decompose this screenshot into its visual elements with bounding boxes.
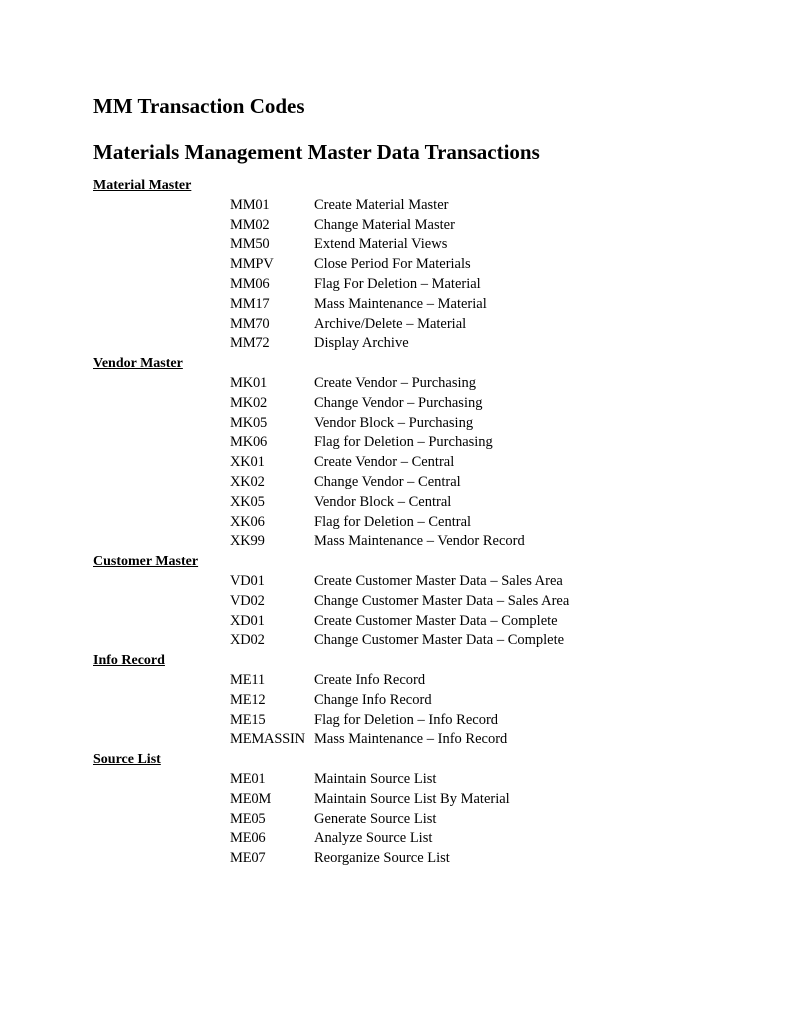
transaction-description: Extend Material Views [314,236,448,253]
transaction-row [93,334,753,354]
transaction-description: Vendor Block – Central [314,493,452,510]
section-source-list [93,750,753,869]
section-heading: Source List [93,752,161,768]
transaction-description: Mass Maintenance – Info Record [314,731,508,748]
transaction-row [93,671,753,691]
transaction-row [93,315,753,335]
transaction-code: MK05 [230,414,268,431]
transaction-row [93,592,753,612]
transaction-description: Create Customer Master Data – Complete [314,612,558,629]
transaction-code: ME0M [230,790,272,807]
transaction-code: MK01 [230,374,268,391]
transaction-code: VD01 [230,572,265,589]
transaction-description: Mass Maintenance – Material [314,295,487,312]
section-heading: Info Record [93,653,165,669]
transaction-code: MM06 [230,275,270,292]
transaction-row [93,532,753,552]
transaction-row [93,374,753,394]
transaction-row [93,433,753,453]
transaction-row [93,711,753,731]
transaction-row [93,196,753,216]
transaction-description: Create Vendor – Central [314,454,455,471]
transaction-code: MM02 [230,216,270,233]
transaction-row [93,216,753,236]
transaction-code: ME01 [230,770,266,787]
transaction-row [93,849,753,869]
transaction-row [93,691,753,711]
transaction-code: MK06 [230,434,268,451]
document-page [93,93,753,869]
transaction-sections [93,176,753,869]
transaction-code: MEMASSIN [230,731,305,748]
transaction-description: Close Period For Materials [314,256,471,273]
document-subtitle: Materials Management Master Data Transactions [93,140,540,164]
transaction-code: MM50 [230,236,270,253]
transaction-row [93,235,753,255]
transaction-row [93,770,753,790]
transaction-row [93,295,753,315]
transaction-description: Maintain Source List By Material [314,790,510,807]
section-material-master [93,176,753,354]
transaction-row [93,414,753,434]
transaction-row [93,829,753,849]
transaction-code: XK06 [230,513,265,530]
transaction-code: XD02 [230,632,265,649]
transaction-code: XK01 [230,454,265,471]
transaction-description: Change Info Record [314,691,432,708]
transaction-code: MM70 [230,315,270,332]
section-vendor-master [93,354,753,552]
transaction-description: Maintain Source List [314,770,437,787]
transaction-code: ME12 [230,691,266,708]
section-heading: Material Master [93,178,192,193]
transaction-row [93,631,753,651]
transaction-row [93,255,753,275]
section-customer-master [93,552,753,651]
transaction-code: MM01 [230,196,270,213]
transaction-row [93,453,753,473]
transaction-code: MMPV [230,256,274,273]
transaction-description: Mass Maintenance – Vendor Record [314,533,525,550]
transaction-description: Analyze Source List [314,830,433,847]
transaction-code: ME07 [230,850,266,867]
transaction-description: Flag for Deletion – Central [314,513,472,530]
transaction-code: XK99 [230,533,265,550]
transaction-description: Create Info Record [314,671,426,688]
transaction-code: MM72 [230,335,270,352]
transaction-row [93,394,753,414]
transaction-row [93,493,753,513]
transaction-description: Reorganize Source List [314,850,450,867]
transaction-description: Archive/Delete – Material [314,315,467,332]
transaction-description: Generate Source List [314,810,437,827]
transaction-code: MK02 [230,394,268,411]
transaction-row [93,572,753,592]
transaction-code: XK05 [230,493,265,510]
transaction-code: VD02 [230,592,265,609]
transaction-description: Change Material Master [314,216,455,233]
transaction-row [93,473,753,493]
transaction-code: XD01 [230,612,265,629]
section-heading: Customer Master [93,554,199,570]
transaction-description: Change Vendor – Central [314,473,461,490]
transaction-description: Flag for Deletion – Info Record [314,711,499,728]
transaction-row [93,730,753,750]
transaction-description: Create Vendor – Purchasing [314,374,477,391]
transaction-row [93,810,753,830]
transaction-description: Change Vendor – Purchasing [314,394,483,411]
transaction-description: Display Archive [314,335,409,352]
transaction-description: Create Material Master [314,196,449,213]
transaction-row [93,790,753,810]
transaction-description: Flag For Deletion – Material [314,275,481,292]
transaction-code: ME11 [230,671,265,688]
transaction-description: Vendor Block – Purchasing [314,414,474,431]
transaction-code: ME05 [230,810,266,827]
transaction-description: Change Customer Master Data – Complete [314,632,565,649]
section-info-record [93,651,753,750]
transaction-row [93,275,753,295]
transaction-row [93,612,753,632]
transaction-code: ME06 [230,830,266,847]
section-heading: Vendor Master [93,356,183,372]
transaction-code: ME15 [230,711,266,728]
transaction-description: Create Customer Master Data – Sales Area [314,572,563,589]
transaction-code: MM17 [230,295,270,312]
transaction-description: Flag for Deletion – Purchasing [314,434,493,451]
document-title: MM Transaction Codes [93,94,305,118]
transaction-row [93,513,753,533]
transaction-code: XK02 [230,473,265,490]
transaction-description: Change Customer Master Data – Sales Area [314,592,570,609]
